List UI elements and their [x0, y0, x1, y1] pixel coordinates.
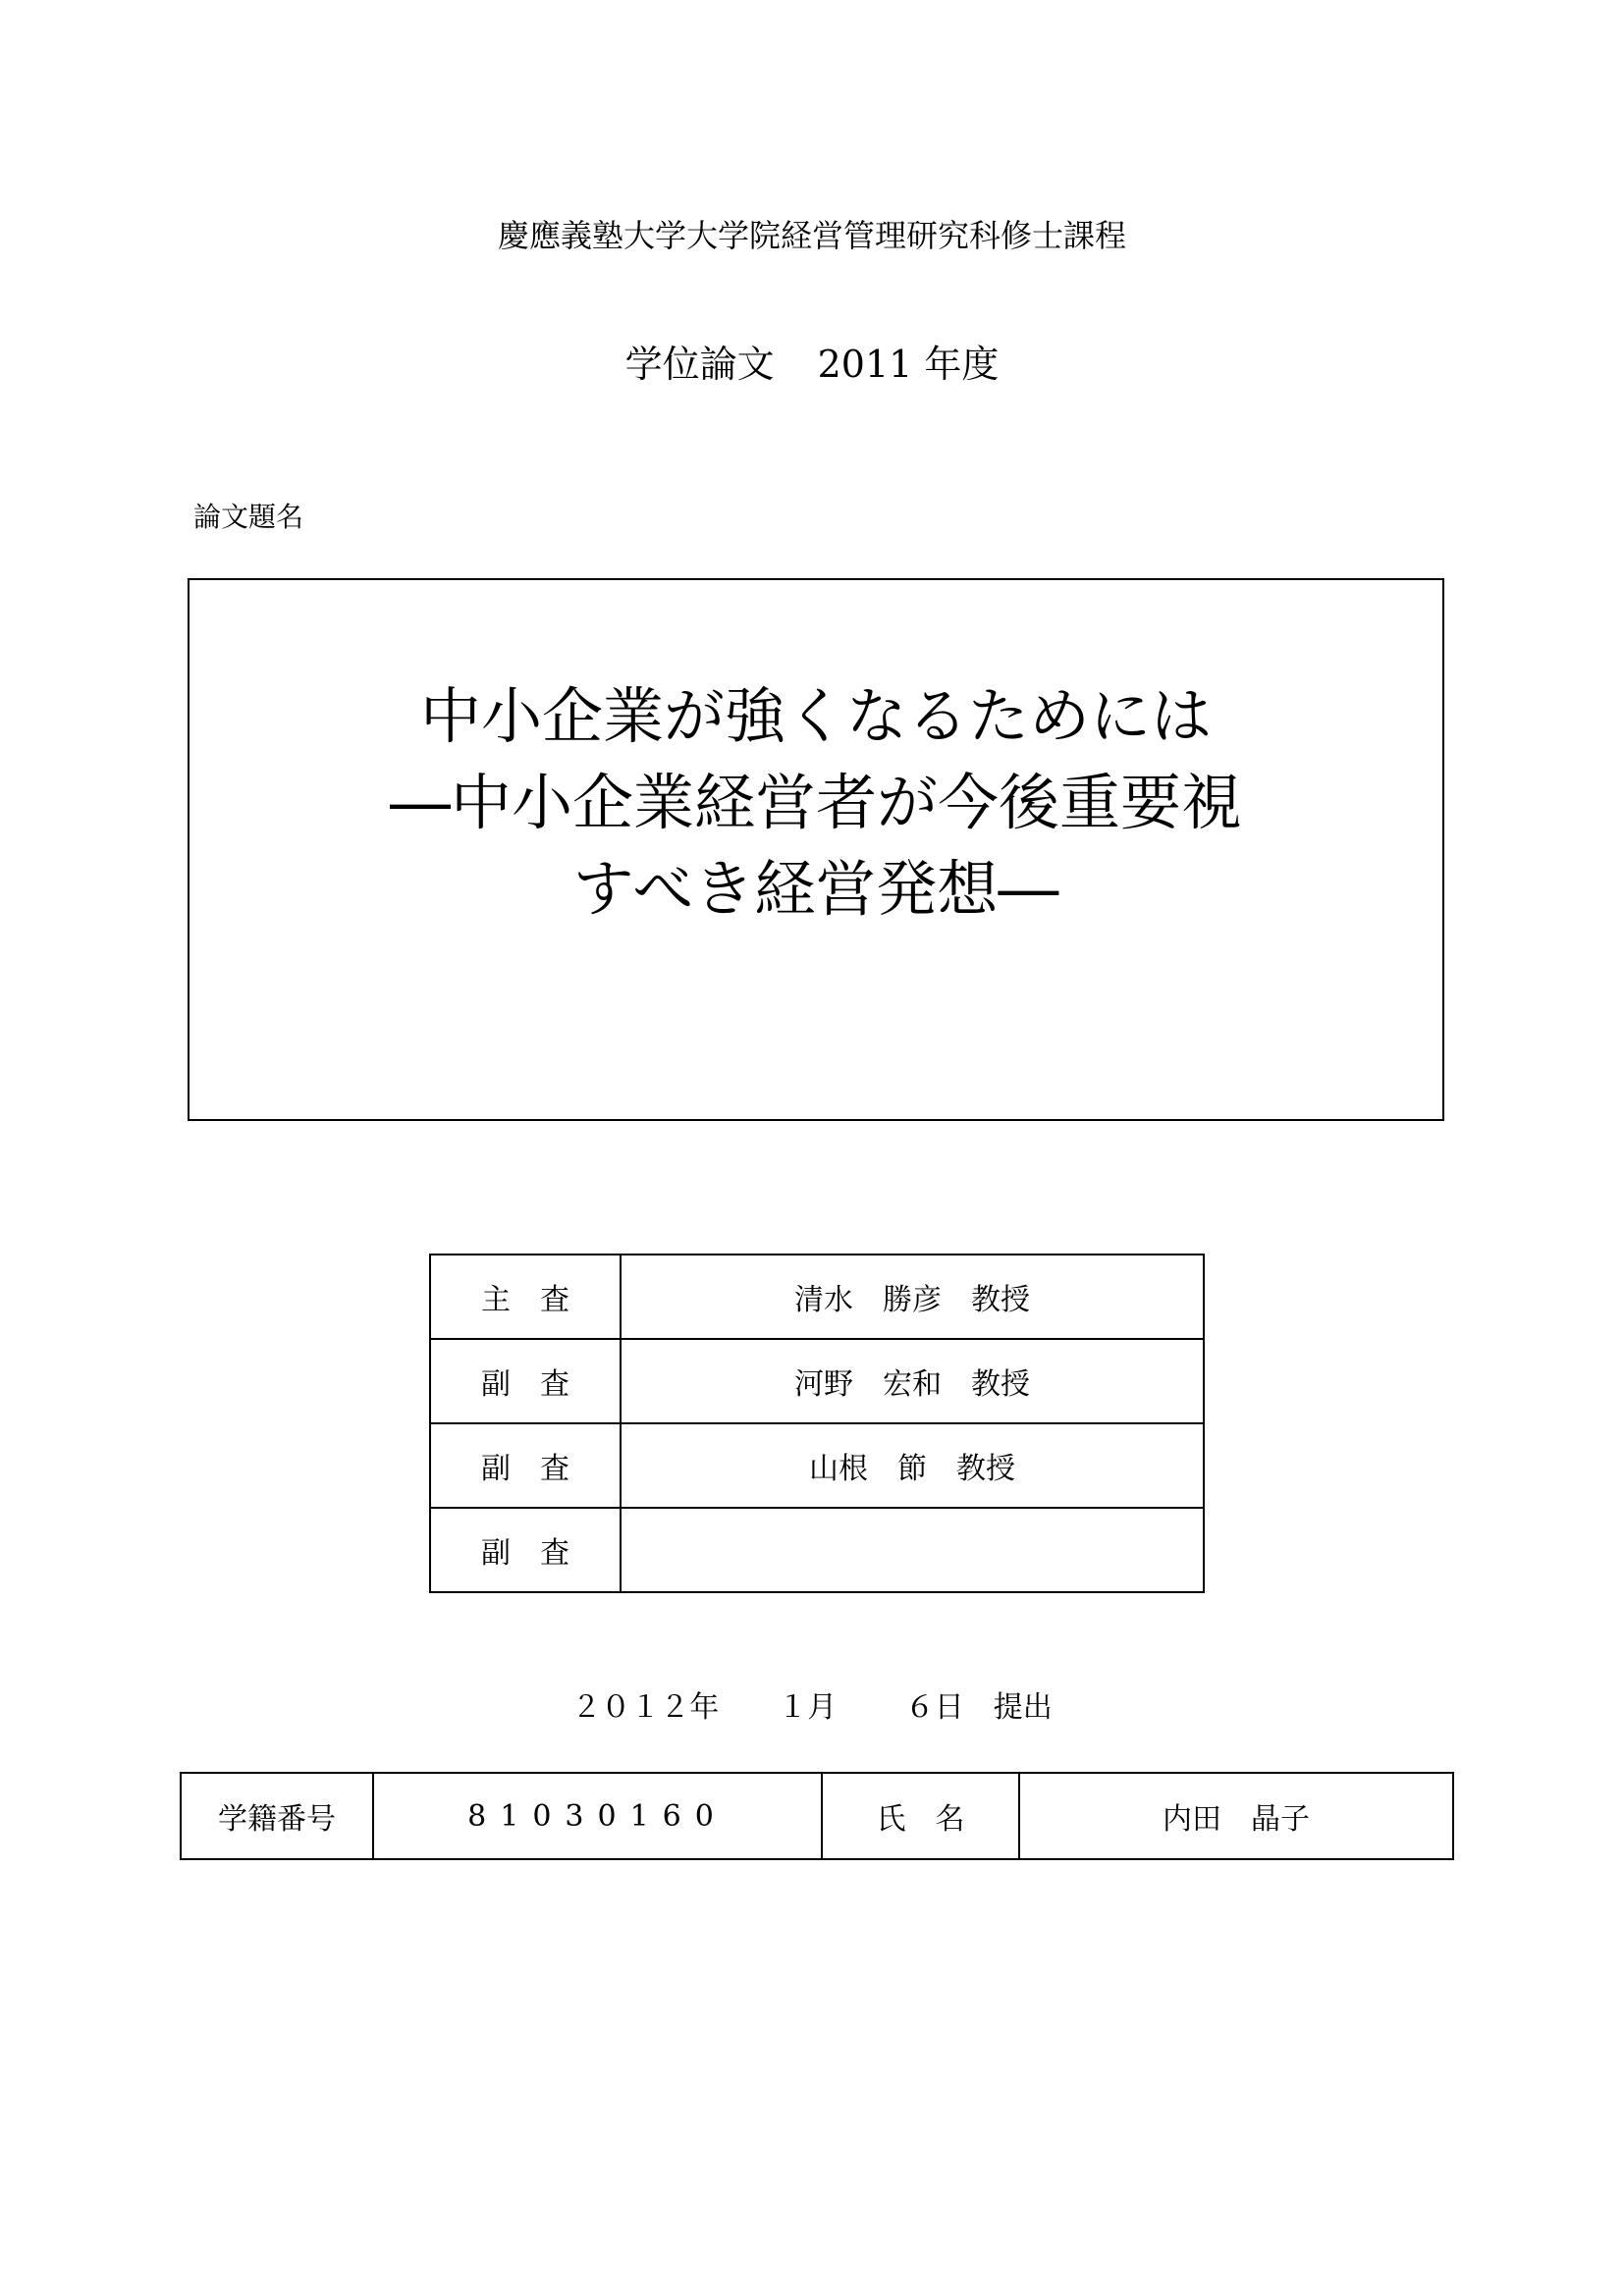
examiner-name [621, 1508, 1204, 1592]
academic-year: 2011 年度 [817, 343, 1000, 386]
examiner-role: 副 査 [430, 1339, 621, 1423]
examiners-table [429, 1254, 1205, 1593]
examiner-name: 河野 宏和 教授 [621, 1339, 1204, 1423]
submission-date: ２０１２年 １月 ６日 提出 [571, 1690, 1053, 1725]
title-line-2: ―中小企業経営者が今後重要視 [389, 767, 1242, 838]
student-name-label: 氏 名 [822, 1773, 1019, 1859]
examiner-row [430, 1508, 1204, 1592]
student-id-label: 学籍番号 [181, 1773, 373, 1859]
thesis-type-line [0, 339, 1624, 390]
title-line-3: すべき経営発想― [572, 853, 1059, 925]
student-info-table [180, 1772, 1454, 1860]
student-info-row [181, 1773, 1453, 1859]
examiner-role: 副 査 [430, 1508, 621, 1592]
thesis-type-label: 学位論文 [624, 343, 775, 386]
title-label: 論文題名 [193, 501, 304, 533]
thesis-title [189, 673, 1442, 933]
examiner-row [430, 1339, 1204, 1423]
student-name-value: 内田 晶子 [1019, 1773, 1453, 1859]
student-id-value: 81030160 [373, 1773, 822, 1859]
examiner-name: 山根 節 教授 [621, 1423, 1204, 1508]
examiner-row [430, 1423, 1204, 1508]
examiner-row [430, 1255, 1204, 1339]
examiner-role: 副 査 [430, 1423, 621, 1508]
examiner-name: 清水 勝彦 教授 [621, 1255, 1204, 1339]
university-heading: 慶應義塾大学大学院経営管理研究科修士課程 [497, 217, 1126, 254]
title-line-1: 中小企業が強くなるためには [419, 680, 1212, 752]
examiner-role: 主 査 [430, 1255, 621, 1339]
thesis-title-box [188, 578, 1444, 1121]
